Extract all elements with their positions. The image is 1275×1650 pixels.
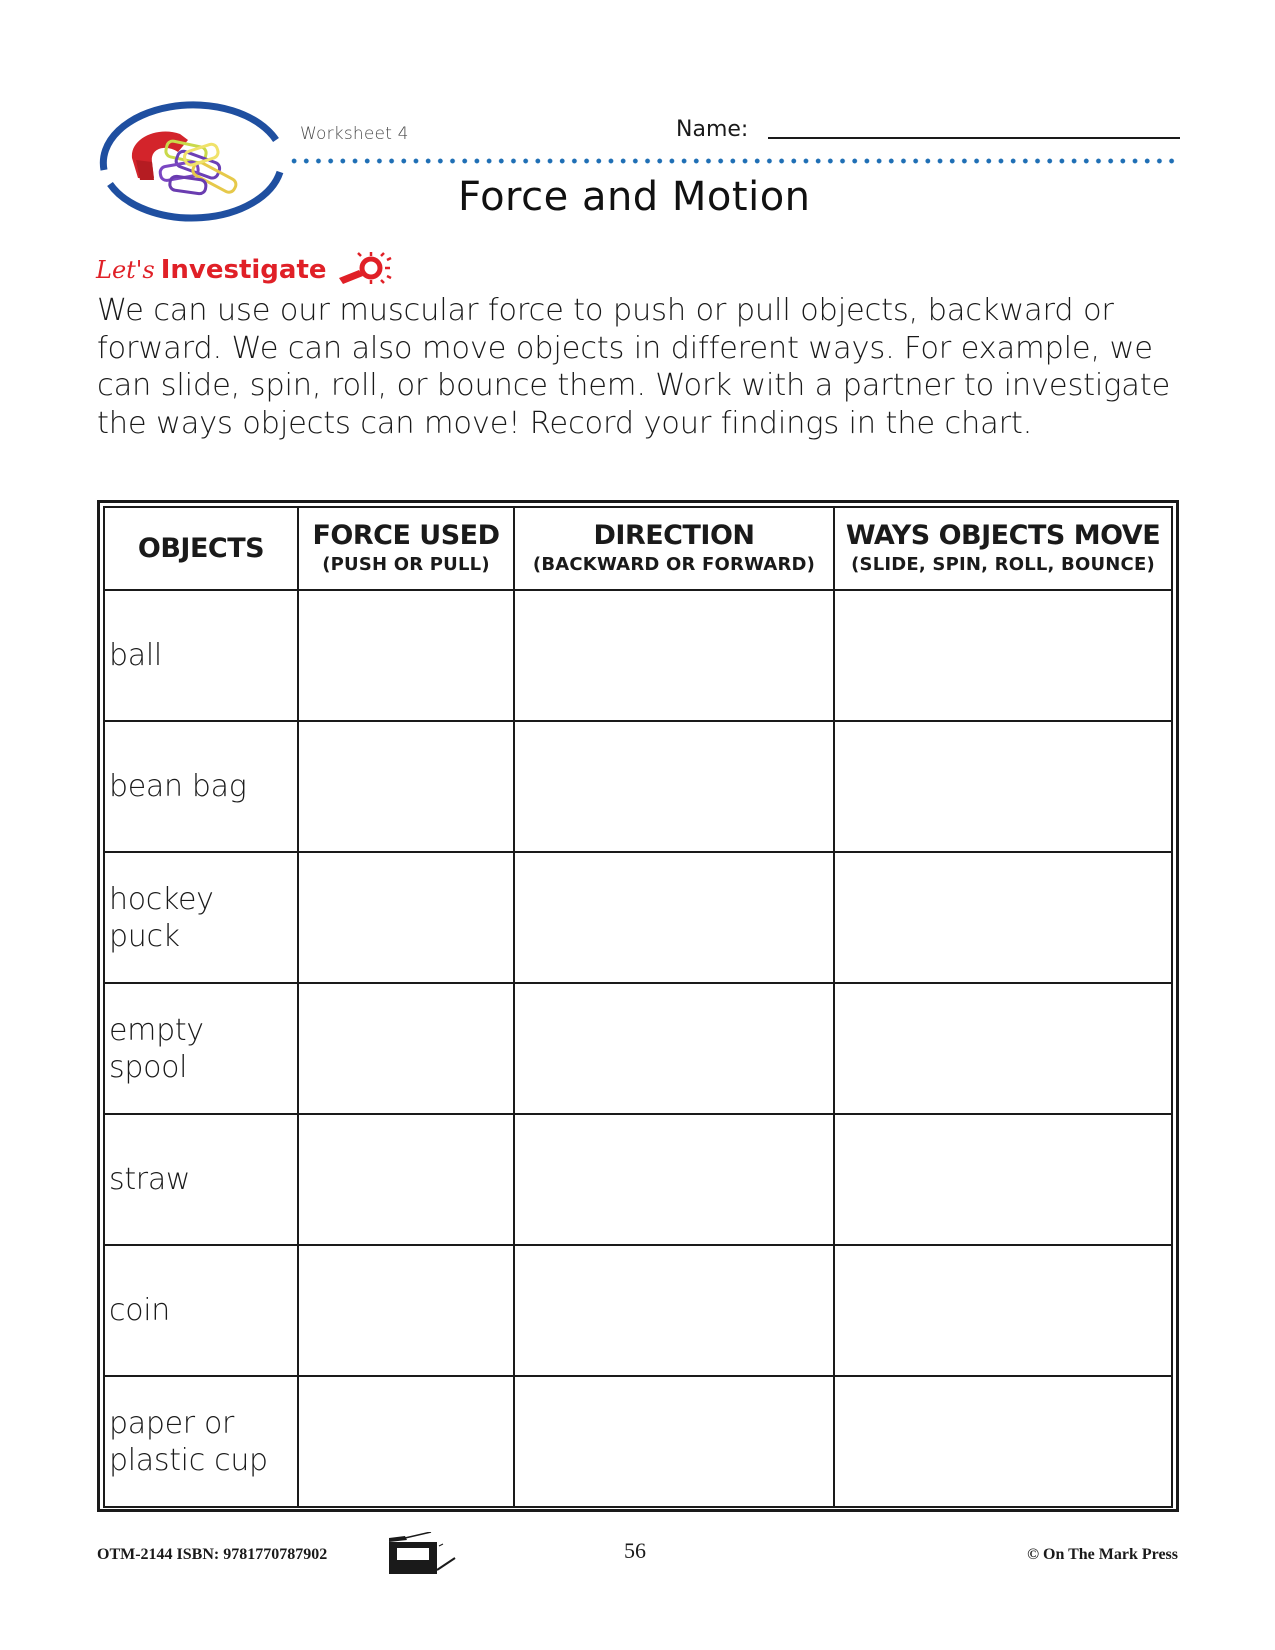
object-name: straw: [109, 1162, 191, 1197]
table-row: [104, 721, 1172, 852]
object-name: ball: [109, 638, 162, 673]
direction-cell[interactable]: [514, 590, 834, 721]
header-ways-objects-move: [834, 507, 1172, 590]
name-label: Name:: [676, 117, 749, 142]
table-row: [104, 983, 1172, 1114]
section-heading: [96, 250, 395, 290]
object-name-line1: empty: [109, 1012, 204, 1048]
direction-cell[interactable]: [514, 1114, 834, 1245]
investigate-label: Investigate: [160, 255, 327, 285]
object-name-line1: paper or: [109, 1405, 235, 1441]
ways-move-cell[interactable]: [834, 1114, 1172, 1245]
table-row: [104, 852, 1172, 983]
direction-cell[interactable]: [514, 983, 834, 1114]
object-cell: [104, 721, 298, 852]
table-row: [104, 1376, 1172, 1507]
magnet-with-paperclips-icon: [96, 100, 288, 228]
ways-move-cell[interactable]: [834, 983, 1172, 1114]
header-objects: [104, 507, 298, 590]
header-force-used-sub: (PUSH OR PULL): [322, 553, 490, 575]
object-name-line1: hockey: [109, 881, 214, 917]
object-cell: [104, 1376, 298, 1507]
object-name: coin: [109, 1293, 170, 1328]
direction-cell[interactable]: [514, 852, 834, 983]
lets-label: Let's: [96, 256, 155, 284]
force-used-cell[interactable]: [298, 983, 514, 1114]
table-row: [104, 1245, 1172, 1376]
table-row: [104, 590, 1172, 721]
page-title: Force and Motion: [458, 174, 811, 220]
force-used-cell[interactable]: [298, 721, 514, 852]
object-name: bean bag: [109, 769, 247, 804]
object-name-line2: puck: [109, 918, 180, 954]
header-ways-sub: (SLIDE, SPIN, ROLL, BOUNCE): [851, 553, 1155, 575]
object-cell: [104, 852, 298, 983]
header-direction-label: DIRECTION: [593, 519, 755, 551]
object-cell: [104, 1245, 298, 1376]
table-row: [104, 1114, 1172, 1245]
direction-cell[interactable]: [514, 1376, 834, 1507]
force-used-cell[interactable]: [298, 590, 514, 721]
page-number: 56: [624, 1538, 646, 1563]
ways-move-cell[interactable]: [834, 721, 1172, 852]
product-code-isbn: OTM-2144 ISBN: 9781770787902: [97, 1546, 328, 1563]
findings-table: [103, 506, 1173, 1508]
header-direction: [514, 507, 834, 590]
object-cell: [104, 983, 298, 1114]
header-ways-label: WAYS OBJECTS MOVE: [845, 519, 1161, 551]
object-name-line2: plastic cup: [109, 1442, 268, 1478]
direction-cell[interactable]: [514, 721, 834, 852]
photocopier-icon: [385, 1532, 461, 1576]
force-used-cell[interactable]: [298, 852, 514, 983]
object-name-line2: spool: [109, 1049, 188, 1085]
worksheet-label: Worksheet 4: [300, 124, 409, 144]
magnifying-glass-icon: [335, 250, 395, 290]
object-cell: [104, 1114, 298, 1245]
direction-cell[interactable]: [514, 1245, 834, 1376]
header-direction-sub: (BACKWARD OR FORWARD): [532, 553, 816, 575]
force-used-cell[interactable]: [298, 1245, 514, 1376]
dotted-divider: [288, 158, 1180, 164]
findings-chart: [97, 500, 1179, 1512]
ways-move-cell[interactable]: [834, 852, 1172, 983]
header-objects-label: OBJECTS: [137, 532, 265, 564]
header-row: [104, 507, 1172, 590]
name-input-line[interactable]: [768, 137, 1180, 139]
ways-move-cell[interactable]: [834, 590, 1172, 721]
header-force-used: [298, 507, 514, 590]
force-used-cell[interactable]: [298, 1114, 514, 1245]
intro-paragraph: We can use our muscular force to push or pull objects, backward or forward. We can also move objects in different ways. For example, we can slide, spin, roll, or bounce them. Work with a partner to investigate the ways objects can move! Record your findings in the chart.: [97, 293, 1171, 441]
ways-move-cell[interactable]: [834, 1245, 1172, 1376]
ways-move-cell[interactable]: [834, 1376, 1172, 1507]
copyright: © On The Mark Press: [1027, 1546, 1178, 1563]
header-force-used-label: FORCE USED: [312, 519, 500, 551]
object-cell: [104, 590, 298, 721]
force-used-cell[interactable]: [298, 1376, 514, 1507]
